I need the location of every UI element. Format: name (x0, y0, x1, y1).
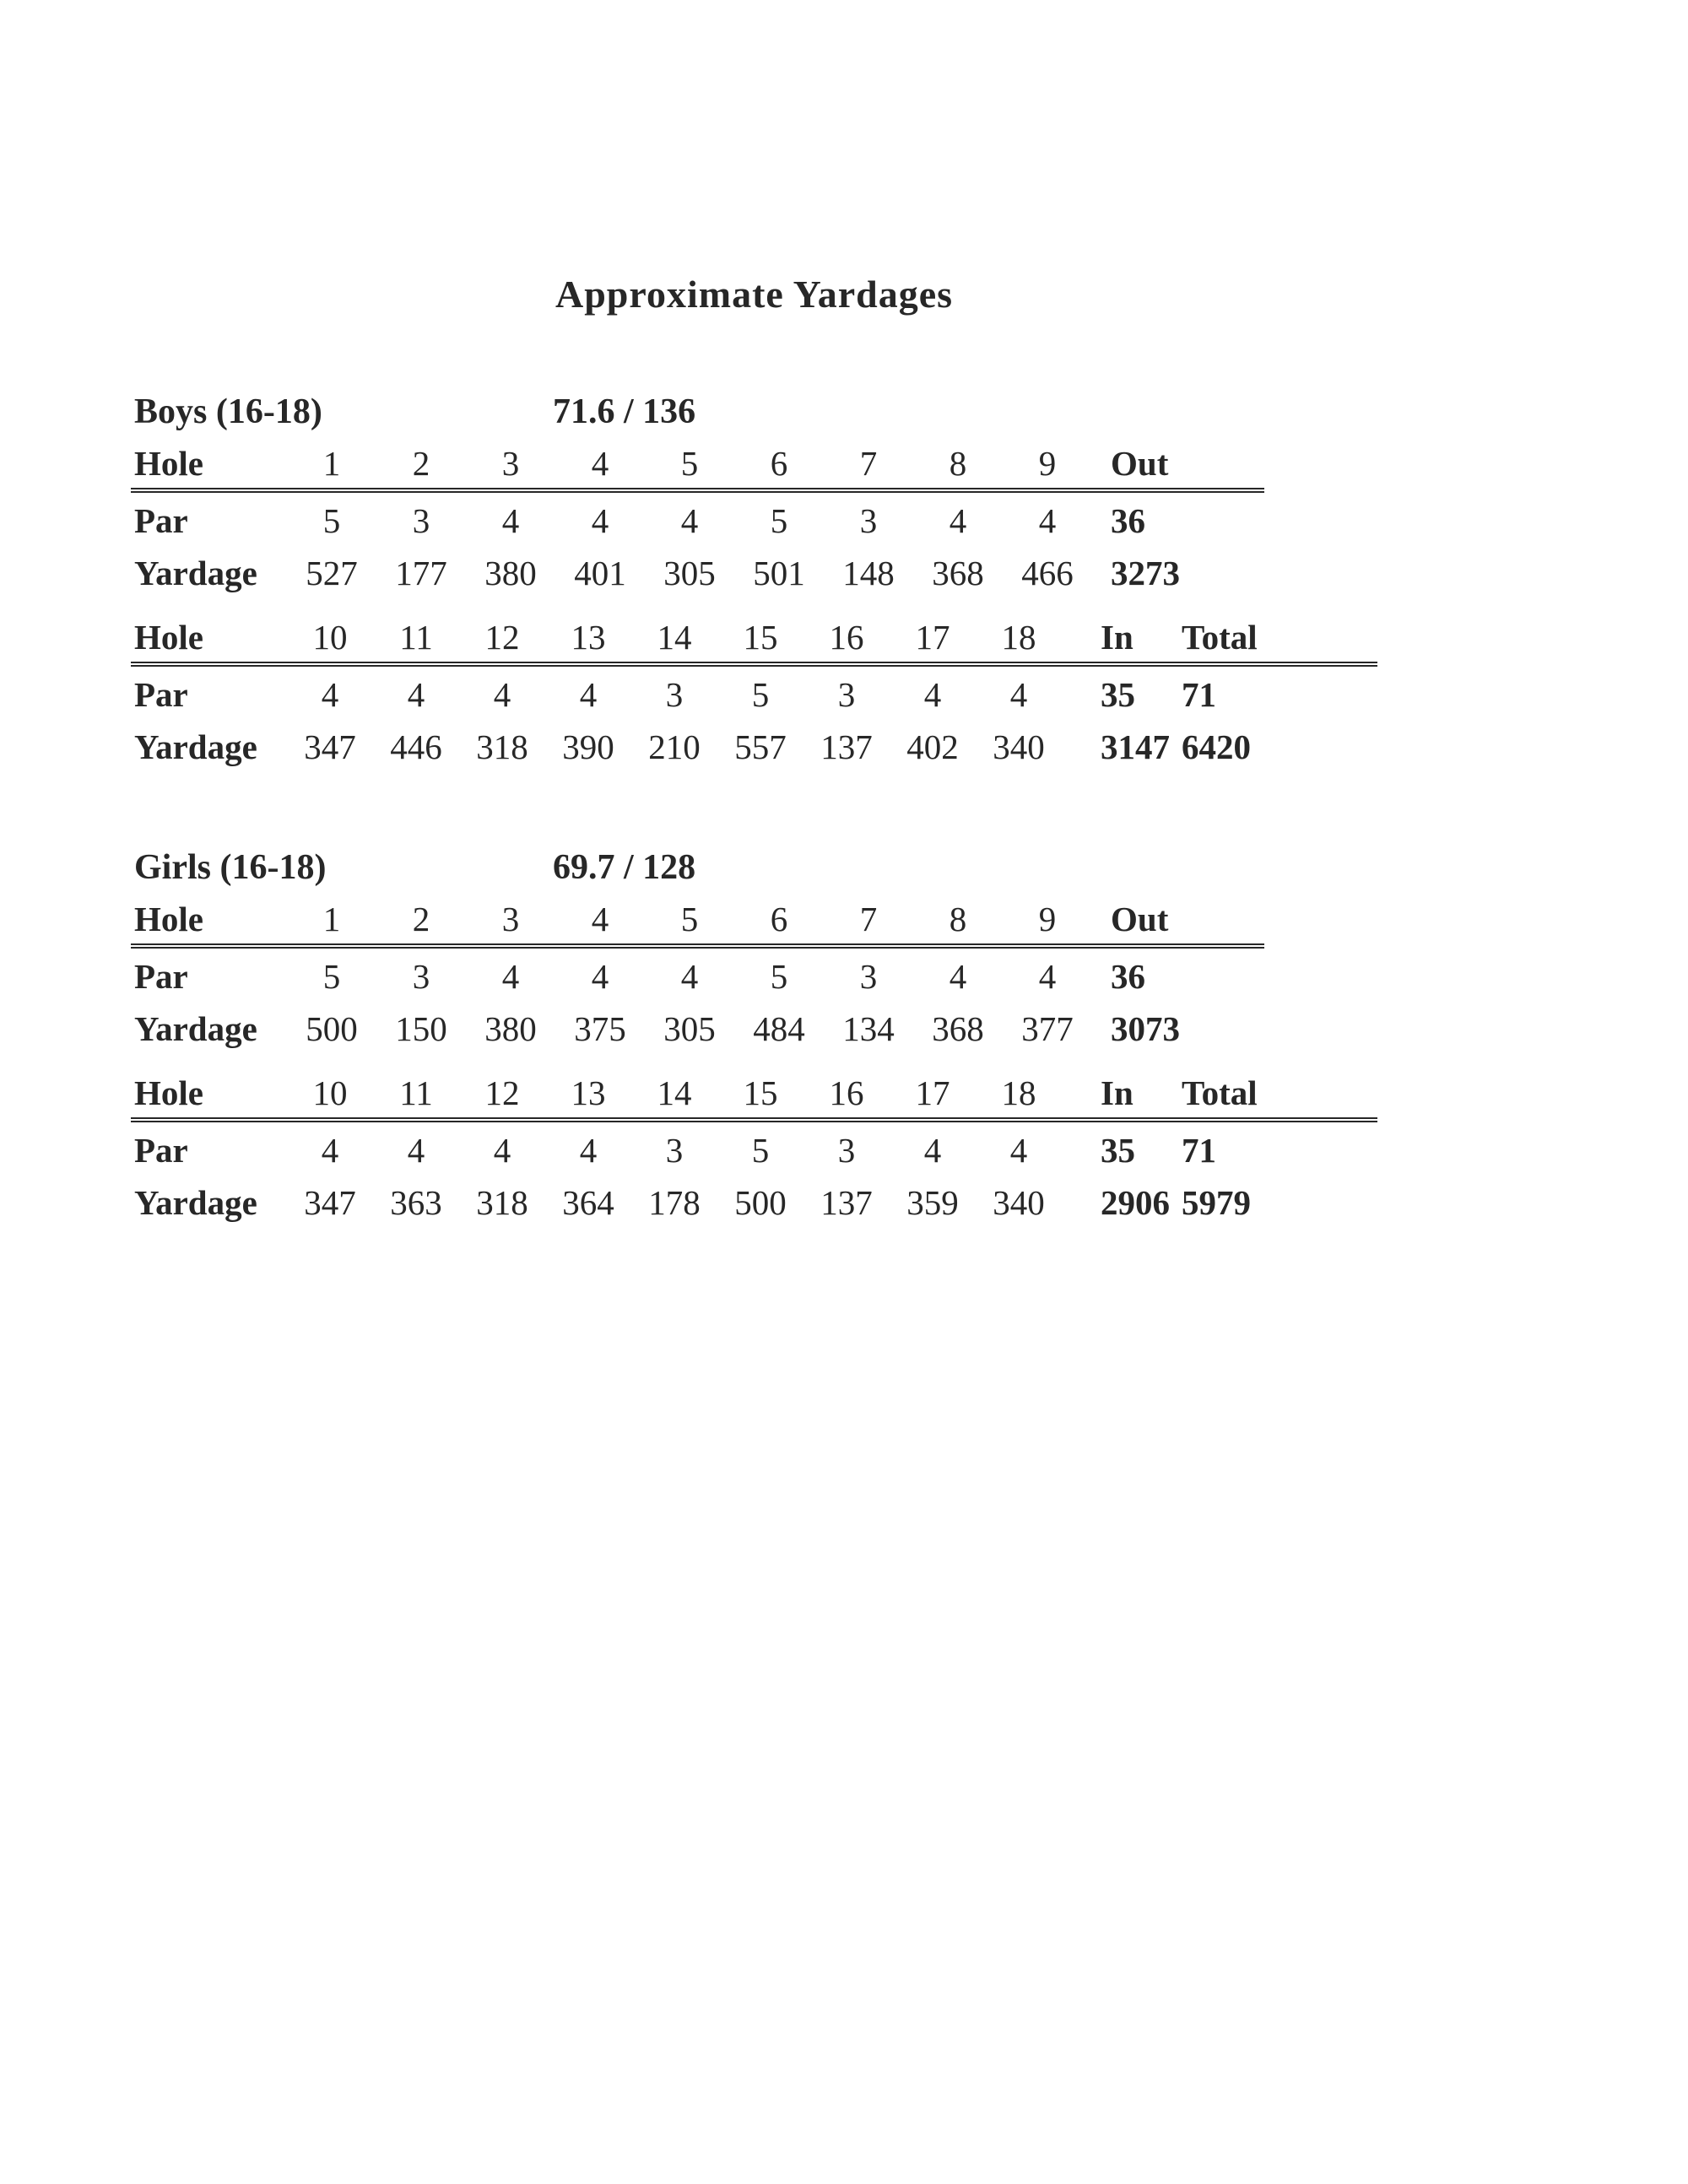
total-header-cell: Total (1146, 611, 1377, 664)
yardage-cell: 137 (820, 1183, 873, 1222)
yardage-cell: 305 (663, 1009, 716, 1048)
par-cell: 4 (949, 957, 967, 996)
par-row-label: Par (134, 1131, 188, 1170)
par-cell: 4 (680, 957, 699, 996)
girls-front-nine-table (131, 893, 1264, 1053)
hole-row-label: Hole (131, 611, 287, 664)
yardage-cell: 466 (1021, 554, 1074, 592)
yardage-cell: 380 (484, 554, 537, 592)
yardage-row-label: Yardage (134, 727, 257, 766)
yardage-row (131, 1175, 1377, 1227)
hole-cell: 10 (287, 1067, 373, 1120)
yardage-row (131, 545, 1264, 597)
in-header-cell: In (1062, 1067, 1146, 1120)
course-rating: 69.7 / 128 (553, 848, 696, 887)
hole-cell: 2 (376, 893, 466, 946)
yardage-cell: 148 (842, 554, 895, 592)
boys-front-nine-table (131, 437, 1264, 597)
yardage-cell: 363 (390, 1183, 442, 1222)
par-cell: 3 (837, 675, 856, 714)
yardage-cell: 368 (932, 554, 984, 592)
yardage-cell: 377 (1021, 1009, 1074, 1048)
par-row (131, 490, 1264, 545)
yardage-row-label: Yardage (134, 1183, 257, 1222)
yardage-cell: 137 (820, 727, 873, 766)
hole-cell: 5 (645, 893, 734, 946)
yardage-total-cell: 6420 (1182, 727, 1251, 766)
yardage-cell: 484 (753, 1009, 805, 1048)
yardage-cell: 527 (306, 554, 358, 592)
par-total-cell: 71 (1182, 1131, 1216, 1170)
page-title: Approximate Yardages (555, 273, 954, 316)
hole-cell: 6 (734, 893, 824, 946)
par-cell: 4 (579, 675, 598, 714)
hole-cell: 7 (824, 437, 913, 490)
hole-cell: 14 (631, 1067, 717, 1120)
yardage-cell: 150 (395, 1009, 447, 1048)
girls-section (131, 840, 1414, 1227)
hole-cell: 9 (1003, 893, 1092, 946)
yardage-cell: 340 (993, 727, 1045, 766)
yardage-cell: 368 (932, 1009, 984, 1048)
par-cell: 4 (680, 501, 699, 540)
par-cell: 4 (321, 1131, 339, 1170)
par-cell: 5 (751, 675, 770, 714)
par-cell: 3 (412, 501, 430, 540)
par-row (131, 664, 1377, 719)
front-header-row (131, 437, 1264, 490)
par-cell: 4 (1038, 501, 1057, 540)
yardage-cell: 401 (574, 554, 626, 592)
yardage-total-cell: 5979 (1182, 1183, 1251, 1222)
front-header-row (131, 893, 1264, 946)
yardage-cell: 305 (663, 554, 716, 592)
par-row-label: Par (134, 501, 188, 540)
hole-cell: 9 (1003, 437, 1092, 490)
par-cell: 3 (665, 1131, 684, 1170)
yardage-cell: 340 (993, 1183, 1045, 1222)
yardage-cell: 500 (306, 1009, 358, 1048)
par-cell: 4 (591, 957, 609, 996)
yardage-cell: 177 (395, 554, 447, 592)
total-header-cell: Total (1146, 1067, 1377, 1120)
par-cell: 4 (923, 675, 942, 714)
yardage-cell: 364 (562, 1183, 614, 1222)
hole-row-label: Hole (131, 893, 287, 946)
par-cell: 4 (407, 675, 425, 714)
hole-cell: 8 (913, 893, 1003, 946)
girls-back-nine-table (131, 1067, 1377, 1227)
hole-cell: 1 (287, 437, 376, 490)
par-cell: 3 (837, 1131, 856, 1170)
back-header-row (131, 611, 1377, 664)
par-cell: 5 (770, 501, 788, 540)
course-rating: 71.6 / 136 (553, 392, 696, 431)
yardage-cell: 557 (734, 727, 787, 766)
hole-cell: 18 (976, 611, 1062, 664)
hole-cell: 16 (803, 611, 890, 664)
back-header-row (131, 1067, 1377, 1120)
section-name: Girls (16-18) (134, 848, 327, 887)
hole-cell: 11 (373, 1067, 459, 1120)
par-in-cell: 35 (1101, 1131, 1135, 1170)
hole-cell: 3 (466, 437, 555, 490)
par-cell: 5 (770, 957, 788, 996)
yardage-cell: 390 (562, 727, 614, 766)
yardage-cell: 402 (906, 727, 959, 766)
yardage-cell: 446 (390, 727, 442, 766)
hole-cell: 15 (717, 1067, 803, 1120)
yardage-in-cell: 2906 (1101, 1183, 1170, 1222)
par-cell: 4 (1038, 957, 1057, 996)
hole-cell: 17 (890, 1067, 976, 1120)
hole-cell: 17 (890, 611, 976, 664)
boys-section (131, 384, 1414, 771)
hole-cell: 8 (913, 437, 1003, 490)
boys-section-header (131, 384, 1414, 437)
par-cell: 4 (501, 501, 520, 540)
par-cell: 4 (1009, 675, 1028, 714)
par-out-cell: 36 (1111, 957, 1145, 996)
par-cell: 5 (751, 1131, 770, 1170)
hole-cell: 10 (287, 611, 373, 664)
section-name: Boys (16-18) (134, 392, 322, 431)
par-cell: 3 (665, 675, 684, 714)
hole-cell: 16 (803, 1067, 890, 1120)
par-cell: 3 (859, 501, 878, 540)
hole-cell: 1 (287, 893, 376, 946)
yardage-row-label: Yardage (134, 1009, 257, 1048)
yardage-cell: 318 (476, 727, 528, 766)
hole-cell: 5 (645, 437, 734, 490)
hole-cell: 7 (824, 893, 913, 946)
hole-cell: 18 (976, 1067, 1062, 1120)
hole-row-label: Hole (131, 437, 287, 490)
yardage-cell: 134 (842, 1009, 895, 1048)
hole-cell: 13 (545, 611, 631, 664)
par-cell: 4 (493, 675, 511, 714)
yardage-row-label: Yardage (134, 554, 257, 592)
par-row-label: Par (134, 675, 188, 714)
par-cell: 4 (1009, 1131, 1028, 1170)
par-row-label: Par (134, 957, 188, 996)
yardage-cell: 347 (304, 727, 356, 766)
hole-cell: 4 (555, 893, 645, 946)
yardage-cell: 500 (734, 1183, 787, 1222)
yardage-cell: 347 (304, 1183, 356, 1222)
par-total-cell: 71 (1182, 675, 1216, 714)
hole-cell: 2 (376, 437, 466, 490)
yardage-out-cell: 3073 (1111, 1009, 1180, 1048)
yardage-in-cell: 3147 (1101, 727, 1170, 766)
hole-cell: 12 (459, 1067, 545, 1120)
yardage-row (131, 719, 1377, 771)
hole-cell: 4 (555, 437, 645, 490)
par-in-cell: 35 (1101, 675, 1135, 714)
par-row (131, 1120, 1377, 1175)
hole-cell: 14 (631, 611, 717, 664)
hole-cell: 13 (545, 1067, 631, 1120)
par-cell: 4 (407, 1131, 425, 1170)
par-cell: 4 (493, 1131, 511, 1170)
par-row (131, 946, 1264, 1001)
par-cell: 4 (949, 501, 967, 540)
yardage-cell: 501 (753, 554, 805, 592)
out-header-cell: Out (1092, 437, 1264, 490)
yardage-out-cell: 3273 (1111, 554, 1180, 592)
yardage-cell: 359 (906, 1183, 959, 1222)
yardage-row (131, 1001, 1264, 1053)
par-cell: 5 (322, 957, 341, 996)
yardage-cell: 380 (484, 1009, 537, 1048)
hole-cell: 6 (734, 437, 824, 490)
hole-cell: 12 (459, 611, 545, 664)
par-out-cell: 36 (1111, 501, 1145, 540)
yardage-cell: 210 (648, 727, 701, 766)
hole-row-label: Hole (131, 1067, 287, 1120)
hole-cell: 3 (466, 893, 555, 946)
boys-back-nine-table (131, 611, 1377, 771)
yardage-cell: 178 (648, 1183, 701, 1222)
out-header-cell: Out (1092, 893, 1264, 946)
par-cell: 4 (591, 501, 609, 540)
par-cell: 4 (923, 1131, 942, 1170)
par-cell: 5 (322, 501, 341, 540)
par-cell: 4 (501, 957, 520, 996)
par-cell: 4 (321, 675, 339, 714)
hole-cell: 11 (373, 611, 459, 664)
girls-section-header (131, 840, 1414, 893)
yardage-cell: 318 (476, 1183, 528, 1222)
par-cell: 4 (579, 1131, 598, 1170)
par-cell: 3 (859, 957, 878, 996)
in-header-cell: In (1062, 611, 1146, 664)
yardage-cell: 375 (574, 1009, 626, 1048)
hole-cell: 15 (717, 611, 803, 664)
par-cell: 3 (412, 957, 430, 996)
